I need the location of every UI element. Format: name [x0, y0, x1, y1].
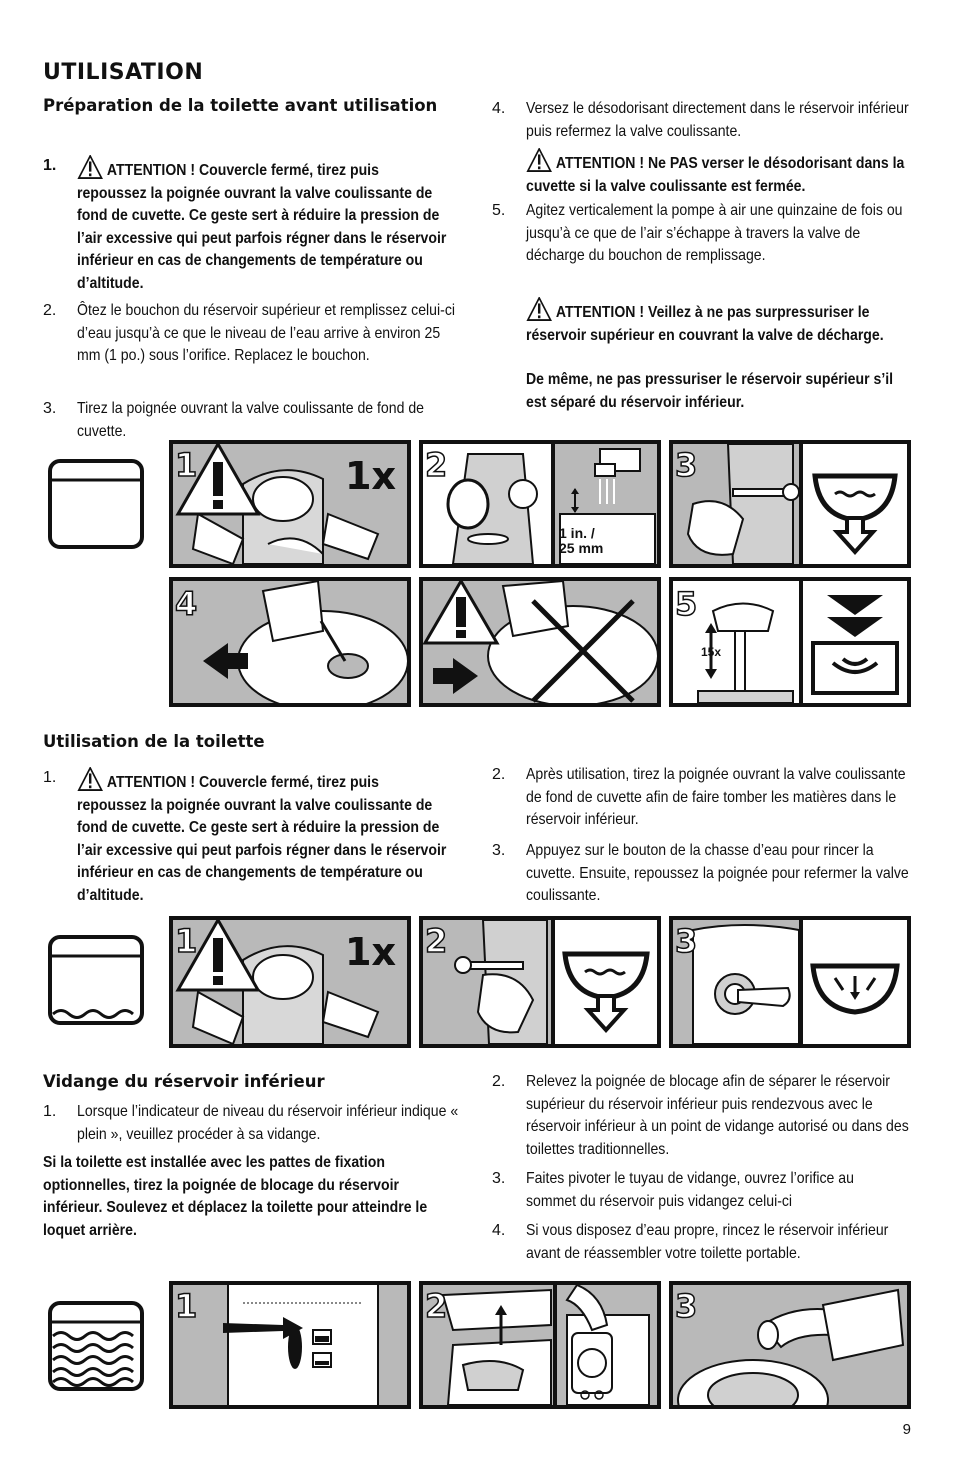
figure-use-step-1-lid [169, 916, 411, 1048]
use-step-3-text: Appuyez sur le bouton de la chasse d’eau pour rincer la cuvette. Ensuite, repoussez la poignée pour refermer la valve coulissante. [526, 842, 909, 904]
figure-count-label: 1x [345, 930, 396, 974]
prep-step-5-text: Agitez verticalement la pompe à air une quinzaine de fois ou jusqu’à ce que de l’air s’échappe à travers la valve de décharge du bouchon de remplissage. [526, 202, 903, 264]
prep-step-4-text: Versez le désodorisant directement dans le réservoir inférieur puis refermez la valve coulissante. [526, 100, 909, 140]
prep-step-3-number: 3. [43, 400, 57, 417]
figure-number: 3 [675, 1287, 698, 1325]
prep-warning-3-text: ATTENTION ! Veillez à ne pas surpressuriser le réservoir supérieur en couvrant la valve de décharge. [526, 304, 884, 344]
use-step-3-number: 3. [492, 842, 506, 859]
tank-low-icon [47, 934, 145, 1026]
figure-number: 1 [175, 922, 198, 960]
figure-count-label: 1x [345, 454, 396, 498]
figure-number: 2 [425, 1287, 448, 1325]
figure-number: 2 [425, 922, 448, 960]
drain-step-1-number: 1. [43, 1103, 57, 1120]
use-step-2-text: Après utilisation, tirez la poignée ouvrant la valve coulissante de fond de cuvette afin de faire tomber les matières dans le réservoir inférieur. [526, 766, 906, 828]
section-heading-drain: Vidange du réservoir inférieur [43, 1072, 325, 1091]
drain-step-2-number: 2. [492, 1073, 506, 1090]
prep-step-1-number: 1. [43, 157, 57, 174]
figure-use-step-2-open-valve [419, 916, 661, 1048]
use-step-2-number: 2. [492, 766, 506, 783]
figure-step-3-open-valve [669, 440, 911, 568]
figure-use-step-3-flush [669, 916, 911, 1048]
prep-step-3-text: Tirez la poignée ouvrant la valve coulissante de fond de cuvette. [77, 400, 425, 440]
page-number: 9 [902, 1421, 911, 1438]
drain-step-4-text: Si vous disposez d’eau propre, rincez le réservoir inférieur avant de réassembler votre toilette portable. [526, 1222, 889, 1262]
figure-step-2-fill [419, 440, 661, 568]
prep-warning-4: De même, ne pas pressuriser le réservoir supérieur s’il est séparé du réservoir inférieur. [526, 371, 894, 411]
figure-step-4-pour [169, 577, 411, 707]
drain-step-1-text: Lorsque l’indicateur de niveau du réservoir inférieur indique « plein », veuillez procéder à sa vidange. [77, 1103, 459, 1143]
water-level-label: 1 in. / 25 mm [559, 525, 604, 556]
drain-step-3-text: Faites pivoter le tuyau de vidange, ouvrez l’orifice au sommet du réservoir puis vidangez celui-ci [526, 1170, 854, 1210]
section-heading-use: Utilisation de la toilette [43, 732, 265, 751]
prep-step-4-number: 4. [492, 100, 506, 117]
figure-number: 5 [675, 585, 698, 623]
use-step-1-number: 1. [43, 769, 57, 786]
use-step-1-text: ATTENTION ! Couvercle fermé, tirez puis repoussez la poignée ouvrant la valve coulissante de fond de cuvette. Ce geste sert à réduire la pression de l’air excessive qui peut parfois régner dans le réservoir inférieur en cas de changements de température ou d’altitude. [77, 774, 447, 904]
prep-step-1-text: ATTENTION ! Couvercle fermé, tirez puis repoussez la poignée ouvrant la valve coulissante de fond de cuvette. Ce geste sert à réduire la pression de l’air excessive qui peut parfois régner dans le réservoir inférieur en cas de changements de température ou d’altitude. [77, 162, 447, 292]
section-heading-preparation: Préparation de la toilette avant utilisation [43, 96, 438, 115]
prep-warning-2 [526, 148, 913, 198]
figure-step-1-lid [169, 440, 411, 568]
tank-full-icon [47, 1300, 145, 1392]
warning-icon [526, 148, 552, 172]
figure-drain-step-2-separate [419, 1281, 661, 1409]
figure-drain-step-3-empty [669, 1281, 911, 1409]
prep-step-2-text: Ôtez le bouchon du réservoir supérieur et remplissez celui-ci d’eau jusqu’à ce que le niveau de l’eau arrive à environ 25 mm (1 po.) sous l’orifice. Replacez le bouchon. [77, 302, 455, 364]
figure-warning-do-not-pour [419, 577, 661, 707]
prep-step-5-number: 5. [492, 202, 506, 219]
drain-note: Si la toilette est installée avec les pattes de fixation optionnelles, tirez la poignée de blocage du réservoir inférieur. Soulevez et déplacez la toilette pour atteindre le loquet arrière. [43, 1154, 428, 1239]
warning-icon [77, 767, 103, 791]
drain-step-2-text: Relevez la poignée de blocage afin de séparer le réservoir supérieur du réservoir inférieur puis rendezvous avec le réservoir inférieur à un point de vidange autorisé ou dans des toilettes traditionnelles. [526, 1073, 909, 1158]
prep-warning-2-text: ATTENTION ! Ne PAS verser le désodorisant dans la cuvette si la valve coulissante est fermée. [526, 155, 905, 195]
figure-number: 3 [675, 446, 698, 484]
figure-number: 3 [675, 922, 698, 960]
drain-step-3-number: 3. [492, 1170, 506, 1187]
prep-warning-3 [526, 297, 904, 347]
page-title: UTILISATION [43, 60, 204, 85]
figure-number: 1 [175, 1287, 198, 1325]
figure-number: 1 [175, 446, 198, 484]
tank-empty-icon [47, 458, 145, 550]
figure-step-5-pump [669, 577, 911, 707]
pump-count-label: 15x [701, 645, 722, 659]
warning-icon [77, 155, 103, 179]
prep-step-2-number: 2. [43, 302, 57, 319]
figure-number: 4 [175, 585, 198, 623]
figure-number: 2 [425, 446, 448, 484]
figure-drain-step-1-indicator [169, 1281, 411, 1409]
drain-step-4-number: 4. [492, 1222, 506, 1239]
warning-icon [526, 297, 552, 321]
